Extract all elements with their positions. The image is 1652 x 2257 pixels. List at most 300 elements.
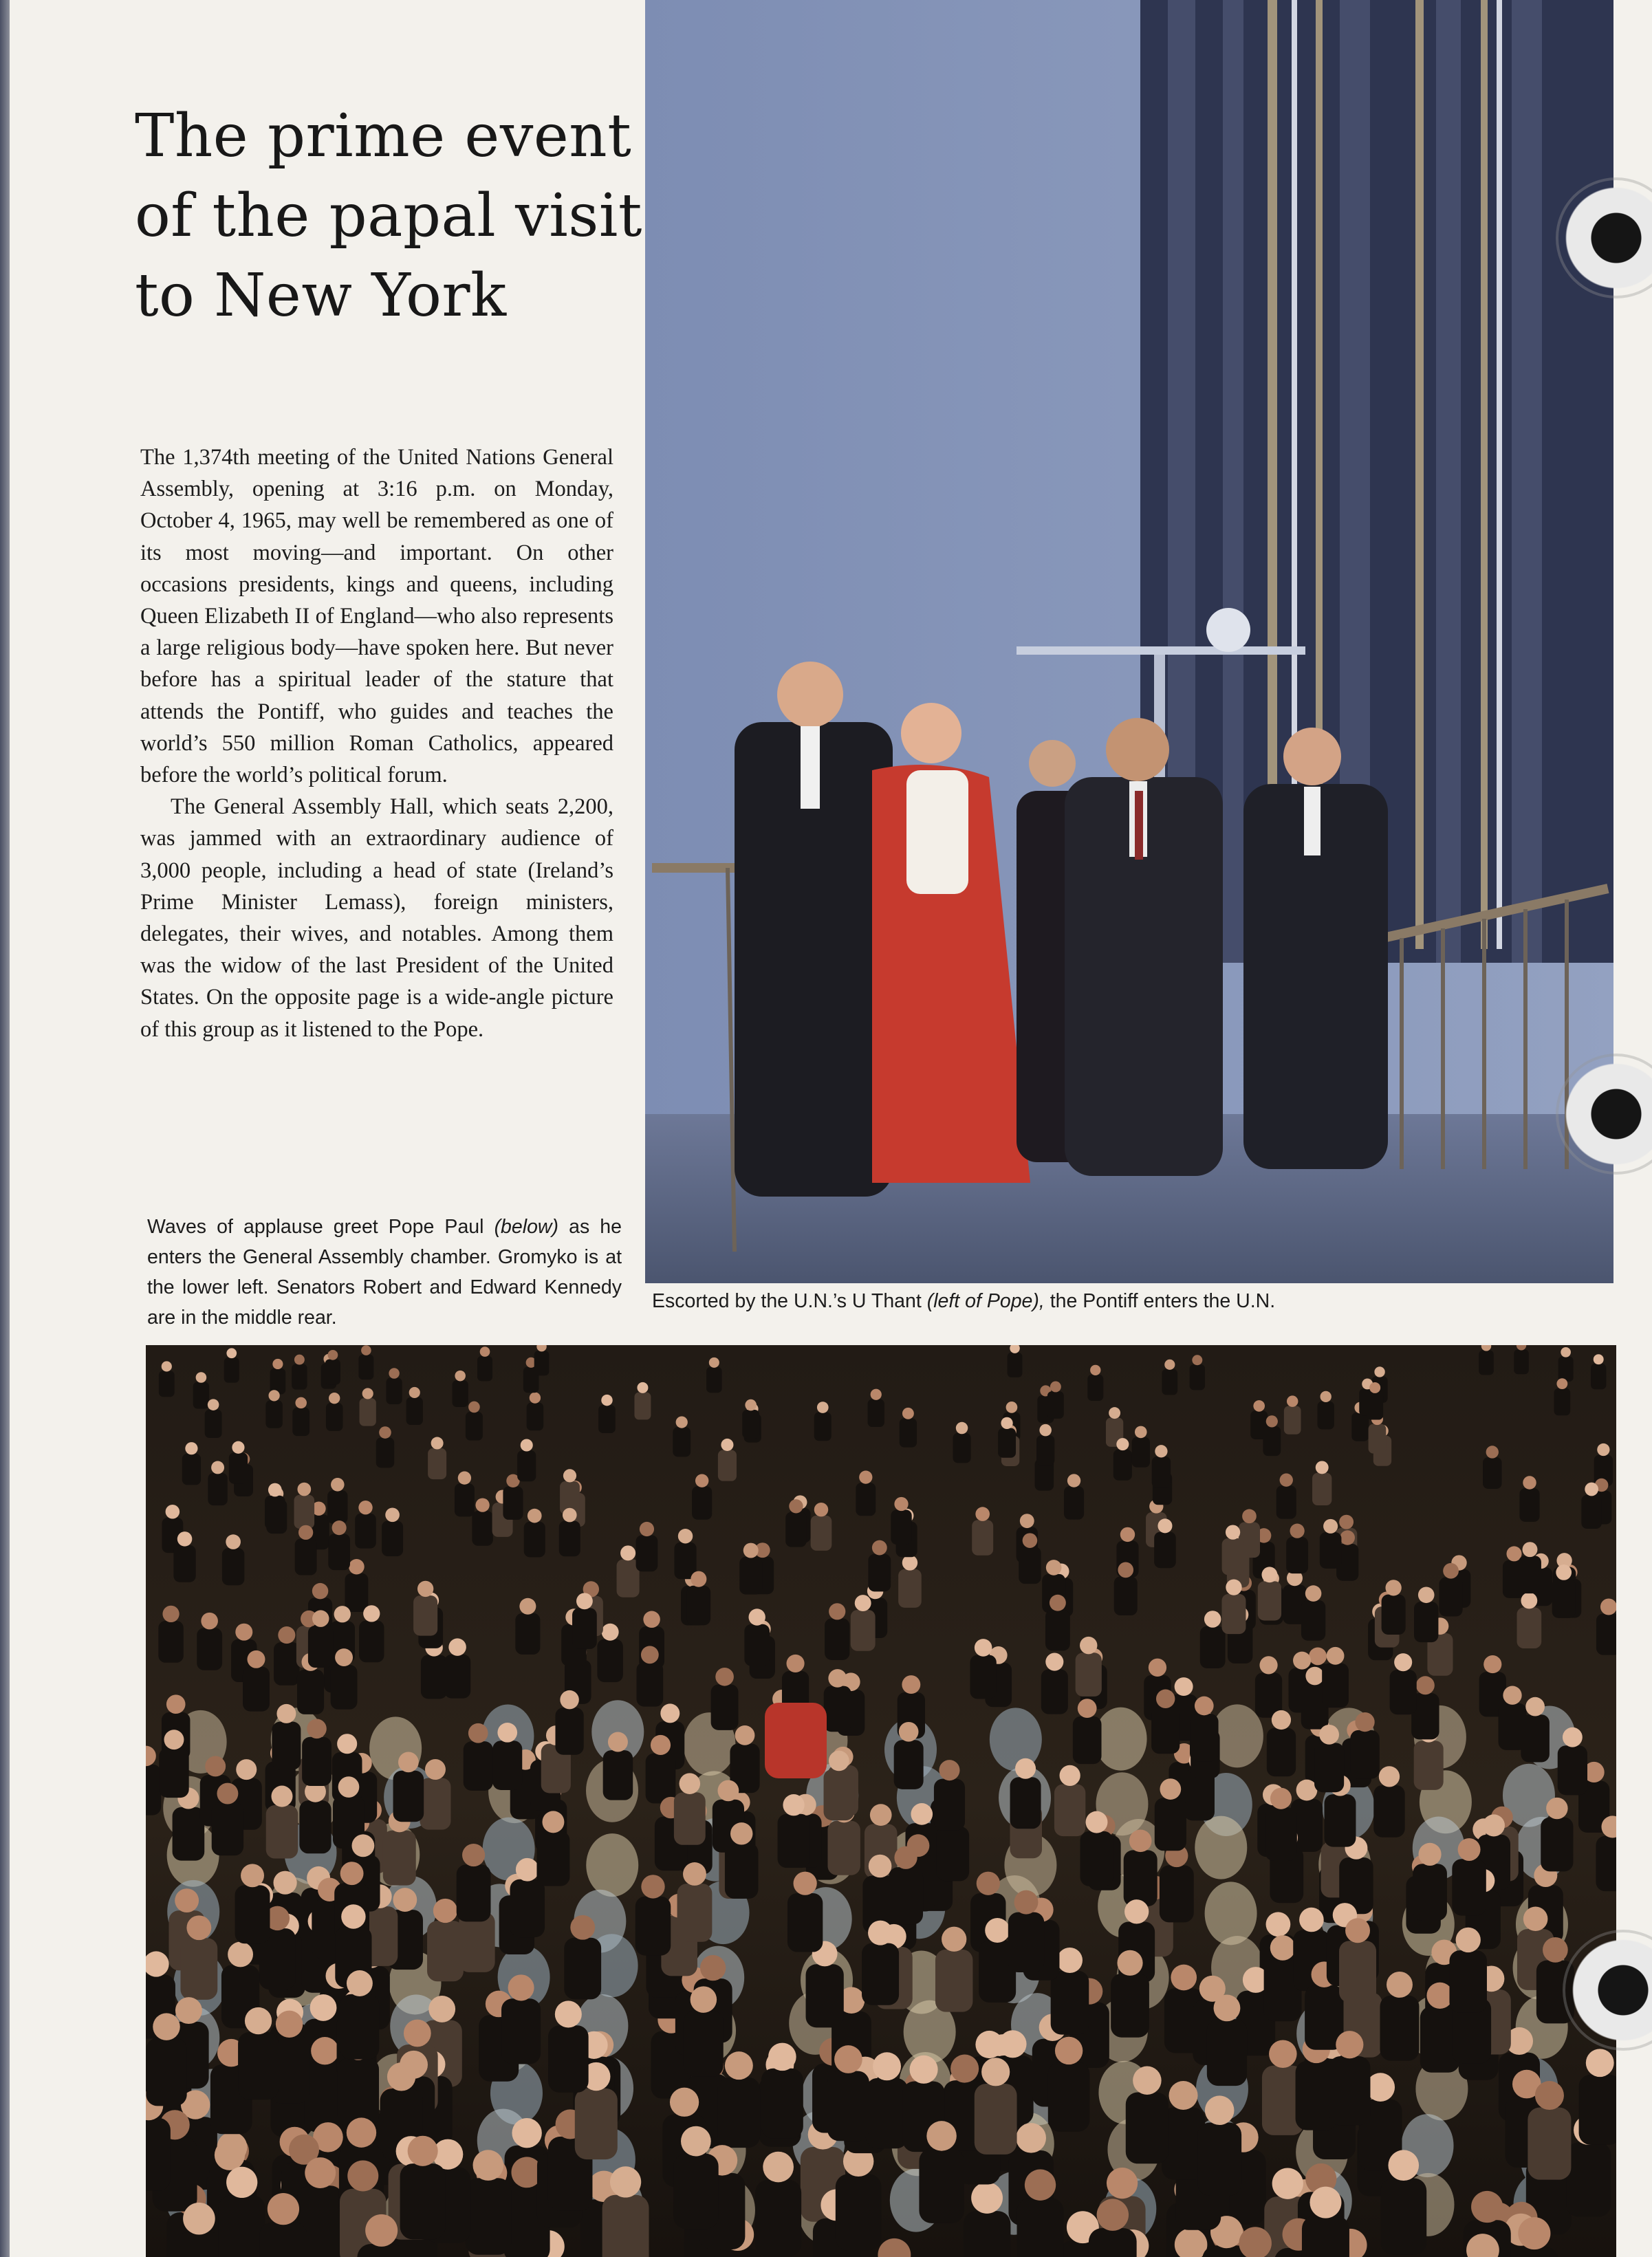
figure-head bbox=[363, 1605, 380, 1622]
figure-head bbox=[902, 1555, 917, 1570]
paragraph-2: The General Assembly Hall, which seats 2,200, was jammed with an extraordinary audience of 3,000 people, including a head of state (Ireland’s Prime Minister Lemass), foreign ministers, delegates, their wives, and notables. Among them was the widow of the last President of the United States. On the opposite page is a wide-angle picture of this group as it listened to the Pope. bbox=[140, 794, 613, 1042]
figure-body bbox=[1339, 1941, 1376, 2003]
figure-body bbox=[1390, 1670, 1417, 1714]
figure-head bbox=[1006, 1402, 1018, 1413]
figure-head bbox=[975, 1507, 990, 1521]
figure-head bbox=[1078, 1699, 1097, 1718]
figure-head bbox=[1050, 1595, 1066, 1611]
figure-head bbox=[829, 1603, 845, 1620]
figure-body bbox=[274, 1642, 300, 1686]
figure-body bbox=[1317, 1402, 1334, 1430]
figure-head bbox=[468, 1402, 480, 1413]
figure-head bbox=[640, 1522, 654, 1536]
figure-body bbox=[1064, 1486, 1084, 1519]
figure-body bbox=[222, 1548, 244, 1585]
figure-body bbox=[1019, 1547, 1041, 1584]
figure-body bbox=[197, 1628, 222, 1670]
figure-body bbox=[1051, 1971, 1089, 2035]
figure-head bbox=[268, 2193, 299, 2225]
figure-body bbox=[472, 1511, 492, 1546]
figure-head bbox=[1242, 1509, 1257, 1523]
figure-head bbox=[608, 1732, 628, 1752]
headline bbox=[135, 96, 642, 336]
figure-body bbox=[208, 1473, 227, 1505]
figure-head bbox=[1309, 1647, 1327, 1665]
caption-text: Escorted by the U.N.’s U Thant bbox=[652, 1290, 927, 1312]
figure-body bbox=[1054, 1784, 1085, 1836]
figure-body bbox=[1351, 1413, 1369, 1441]
figure-body bbox=[1312, 1473, 1332, 1505]
figure-head bbox=[1060, 1765, 1080, 1786]
figure-body bbox=[785, 1512, 807, 1547]
figure-head bbox=[676, 1416, 688, 1428]
figure-body bbox=[1382, 1595, 1406, 1635]
figure-body bbox=[1154, 1532, 1176, 1569]
figure-head bbox=[428, 1996, 455, 2022]
figure-head bbox=[1156, 1690, 1175, 1708]
figure-body bbox=[1197, 2122, 1241, 2195]
figure-head bbox=[743, 1543, 759, 1558]
figure-body bbox=[646, 1754, 676, 1804]
figure-head bbox=[228, 1942, 253, 1967]
figure-head bbox=[620, 1545, 635, 1560]
figure-body bbox=[824, 1769, 855, 1820]
figure-body bbox=[1190, 1364, 1205, 1390]
figure-body bbox=[1591, 1364, 1606, 1389]
figure-head bbox=[1456, 1928, 1481, 1952]
figure-body bbox=[534, 1351, 550, 1375]
figure-body bbox=[564, 1938, 601, 2000]
figure-head bbox=[1269, 2040, 1297, 2068]
figure-body bbox=[527, 1402, 544, 1430]
figure-body bbox=[778, 1814, 810, 1868]
figure-body bbox=[1126, 2093, 1169, 2164]
figure-body bbox=[345, 1573, 368, 1612]
figure-head bbox=[455, 1371, 466, 1382]
figure-head bbox=[1387, 1972, 1413, 1998]
headline-line-1: The prime event bbox=[135, 102, 632, 171]
figure-body bbox=[444, 1655, 470, 1699]
figure-body bbox=[1479, 1350, 1494, 1375]
figure-head bbox=[208, 1399, 219, 1410]
caption-italic: (left of Pope), bbox=[926, 1290, 1045, 1312]
figure-head bbox=[910, 2056, 938, 2084]
figure-head bbox=[1046, 1560, 1062, 1575]
figure-body bbox=[1369, 1424, 1387, 1454]
figure-body bbox=[953, 1433, 970, 1463]
figure-head bbox=[1327, 1647, 1345, 1665]
figure-head bbox=[1270, 1935, 1296, 1961]
figure-head bbox=[310, 1994, 337, 2021]
figure-head bbox=[341, 1904, 365, 1928]
figure-body bbox=[466, 1412, 483, 1441]
figure-head bbox=[1394, 1653, 1412, 1671]
figure-head bbox=[1195, 1697, 1214, 1716]
figure-head bbox=[902, 1408, 914, 1419]
figure-head bbox=[1086, 1811, 1108, 1833]
figure-head bbox=[975, 1639, 992, 1657]
figure-head bbox=[783, 1794, 804, 1816]
figure-body bbox=[1514, 1349, 1529, 1374]
figure-body bbox=[972, 1520, 993, 1556]
figure-body bbox=[465, 2178, 511, 2255]
figure-head bbox=[1483, 1814, 1505, 1836]
figure-head bbox=[1214, 1994, 1241, 2021]
figure-head bbox=[379, 1426, 391, 1439]
figure-head bbox=[480, 1346, 490, 1357]
figure-body bbox=[455, 1483, 475, 1516]
figure-body bbox=[687, 1586, 711, 1626]
figure-head bbox=[425, 1759, 446, 1780]
figure-body bbox=[970, 1655, 996, 1699]
figure-head bbox=[868, 1921, 893, 1945]
figure-body bbox=[1483, 1457, 1502, 1489]
figure-body bbox=[742, 1410, 759, 1439]
figure-body bbox=[292, 1408, 309, 1436]
figure-body bbox=[387, 1377, 402, 1404]
figure-body bbox=[1320, 1532, 1342, 1569]
figure-body bbox=[1367, 1393, 1383, 1420]
figure-head bbox=[332, 1520, 347, 1535]
figure-body bbox=[706, 1367, 722, 1393]
caption-text: Waves of applause greet Pope Paul bbox=[147, 1216, 494, 1238]
figure-head bbox=[521, 1439, 533, 1451]
figure-body bbox=[1325, 1794, 1356, 1847]
figure-body bbox=[635, 1897, 671, 1956]
figure-head bbox=[542, 1811, 564, 1833]
figure-body bbox=[1010, 1777, 1041, 1829]
figure-body bbox=[891, 1509, 911, 1545]
figure-head bbox=[725, 2051, 753, 2080]
figure-body bbox=[1124, 1850, 1158, 1906]
figure-head bbox=[361, 1345, 371, 1355]
figure-body bbox=[1155, 1798, 1186, 1851]
figure-head bbox=[1175, 1677, 1193, 1696]
figure-body bbox=[1517, 1607, 1541, 1648]
figure-head bbox=[1259, 1656, 1277, 1674]
figure-head bbox=[295, 1397, 307, 1409]
figure-head bbox=[241, 1864, 264, 1887]
figure-body bbox=[761, 2069, 803, 2139]
figure-head bbox=[1118, 1562, 1133, 1578]
figure-body bbox=[1554, 1388, 1570, 1416]
figure-body bbox=[173, 1545, 195, 1582]
figure-head bbox=[1597, 1443, 1609, 1456]
figure-head bbox=[1107, 2168, 1138, 2199]
figure-head bbox=[985, 1918, 1010, 1943]
figure-head bbox=[570, 1915, 595, 1940]
figure-body bbox=[1200, 1626, 1226, 1668]
figure-body bbox=[1373, 1785, 1404, 1838]
figure-body bbox=[360, 1398, 376, 1426]
figure-head bbox=[1169, 2081, 1198, 2110]
figure-head bbox=[1270, 1788, 1292, 1809]
figure-head bbox=[211, 1461, 224, 1474]
figure-head bbox=[637, 1382, 648, 1393]
figure-body bbox=[919, 2148, 964, 2223]
figure-body bbox=[299, 1800, 331, 1853]
figure-head bbox=[349, 1559, 365, 1575]
figure-head bbox=[164, 1730, 184, 1749]
figure-body bbox=[1265, 1807, 1297, 1861]
figure-head bbox=[1023, 1533, 1038, 1548]
figure-body bbox=[182, 1454, 201, 1485]
figure-head bbox=[939, 1760, 959, 1780]
figure-head bbox=[829, 1751, 849, 1771]
figure-head bbox=[468, 1723, 488, 1743]
figure-head bbox=[1057, 1948, 1083, 1973]
figure-body bbox=[383, 1831, 416, 1886]
figure-body bbox=[1089, 2228, 1137, 2257]
figure-head bbox=[1366, 2073, 1395, 2102]
figure-head bbox=[1316, 1461, 1329, 1474]
figure-body bbox=[1596, 1613, 1616, 1655]
figure-head bbox=[512, 2118, 541, 2148]
figure-head bbox=[276, 1704, 296, 1723]
figure-body bbox=[224, 1358, 239, 1383]
figure-head bbox=[166, 1505, 180, 1519]
photo-pope-entering-un bbox=[645, 0, 1613, 1283]
figure-head bbox=[859, 1470, 872, 1483]
figure-head bbox=[516, 1858, 539, 1882]
figure-head bbox=[651, 1735, 671, 1755]
figure-body bbox=[677, 1884, 713, 1942]
headline-line-3: to New York bbox=[135, 261, 507, 330]
figure-head bbox=[602, 1624, 619, 1641]
figure-head bbox=[398, 1752, 419, 1773]
figure-head bbox=[1525, 1697, 1545, 1716]
figure-head bbox=[1418, 1843, 1441, 1866]
figure-head bbox=[981, 2058, 1010, 2086]
figure-head bbox=[1374, 1366, 1384, 1377]
figure-body bbox=[376, 1437, 394, 1468]
figure-head bbox=[205, 1756, 226, 1776]
figure-body bbox=[787, 1893, 823, 1952]
figure-body bbox=[235, 1885, 270, 1943]
figure-body bbox=[427, 1921, 464, 1981]
figure-head bbox=[1385, 1580, 1401, 1595]
figure-head bbox=[786, 1655, 804, 1672]
figure-body bbox=[827, 2071, 869, 2141]
figure-head bbox=[1336, 2031, 1363, 2058]
figure-body bbox=[1160, 1865, 1194, 1922]
figure-body bbox=[1521, 1714, 1550, 1762]
figure-body bbox=[327, 1490, 347, 1524]
figure-body bbox=[243, 1667, 270, 1712]
figure-body bbox=[1329, 2056, 1370, 2125]
figure-head bbox=[1556, 1564, 1572, 1580]
figure-body bbox=[297, 1670, 324, 1714]
figure-head bbox=[1129, 1829, 1152, 1852]
paragraph-1: The 1,374th meeting of the United Nations General Assembly, opening at 3:16 p.m. on Monday, October 4, 1965, may well be remembered as one of its most moving—and important. On other occasions presidents, kings and queens, including Queen Elizabeth II of England—who also represents a large religious body—have spoken here. But never before has a spiritual leader of the stature that attends the Pontiff, who guides and teaches the world’s 550 million Roman Catholics, appeared before the world’s political forum. bbox=[140, 445, 613, 788]
figure-head bbox=[186, 1915, 211, 1940]
figure-body bbox=[936, 1827, 969, 1881]
figure-body bbox=[1284, 1406, 1301, 1435]
figure-head bbox=[185, 1442, 197, 1454]
figure-head bbox=[347, 2117, 376, 2147]
figure-head bbox=[1305, 1585, 1322, 1602]
figure-body bbox=[1528, 2108, 1571, 2180]
figure-body bbox=[1276, 1485, 1296, 1518]
figure-body bbox=[827, 1821, 860, 1875]
figure-head bbox=[894, 1846, 917, 1869]
figure-head bbox=[1117, 1950, 1142, 1976]
figure-body bbox=[559, 1521, 580, 1557]
figure-head bbox=[1518, 2217, 1550, 2249]
figure-head bbox=[1546, 1798, 1567, 1819]
figure-head bbox=[1305, 1667, 1324, 1686]
figure-head bbox=[458, 1471, 471, 1484]
figure-head bbox=[1133, 2067, 1161, 2095]
figure-body bbox=[328, 1534, 350, 1570]
figure-head bbox=[272, 1359, 283, 1369]
seat-shape bbox=[990, 1708, 1042, 1771]
figure-body bbox=[673, 2154, 719, 2229]
figure-body bbox=[393, 1771, 424, 1822]
figure-body bbox=[1036, 1435, 1054, 1465]
figure-head bbox=[530, 1392, 541, 1403]
figure-head bbox=[1055, 2037, 1083, 2064]
figure-head bbox=[508, 1974, 534, 2000]
figure-head bbox=[166, 1694, 186, 1714]
figure-body bbox=[598, 1405, 616, 1433]
figure-head bbox=[385, 1507, 400, 1522]
figure-head bbox=[870, 1804, 892, 1826]
figure-body bbox=[295, 1538, 317, 1575]
figure-head bbox=[528, 1509, 542, 1523]
figure-head bbox=[975, 2031, 1003, 2058]
figure-head bbox=[298, 1525, 313, 1540]
figure-head bbox=[1458, 1838, 1481, 1861]
figure-head bbox=[691, 1571, 706, 1587]
figure-head bbox=[1523, 1476, 1536, 1489]
figure-head bbox=[433, 1899, 457, 1923]
figure-head bbox=[393, 1888, 417, 1912]
figure-head bbox=[1155, 1445, 1167, 1457]
figure-head bbox=[730, 1822, 752, 1844]
figure-body bbox=[1008, 1912, 1044, 1972]
figure-head bbox=[347, 1970, 373, 1996]
figure-body bbox=[517, 1450, 536, 1481]
figure-head bbox=[408, 2136, 438, 2166]
figure-head bbox=[328, 1350, 338, 1360]
figure-head bbox=[1090, 1365, 1100, 1375]
figure-body bbox=[265, 1400, 282, 1428]
figure-head bbox=[232, 1441, 244, 1454]
caption-italic: (below) bbox=[494, 1216, 559, 1238]
figure-head bbox=[763, 2152, 794, 2183]
figure-head bbox=[1594, 1354, 1604, 1364]
figure-head bbox=[236, 1759, 257, 1780]
pope-figure bbox=[765, 1703, 827, 1778]
figure-body bbox=[205, 1410, 222, 1438]
figure-head bbox=[1272, 1710, 1291, 1730]
figure-body bbox=[229, 1452, 248, 1483]
figure-body bbox=[536, 1831, 569, 1886]
figure-body bbox=[302, 1737, 332, 1786]
figure-head bbox=[245, 2007, 272, 2034]
figure-body bbox=[406, 1397, 423, 1425]
figure-body bbox=[1380, 2178, 1426, 2255]
figure-head bbox=[177, 1531, 193, 1547]
figure-head bbox=[721, 1439, 733, 1451]
figure-head bbox=[1521, 1593, 1537, 1609]
figure-head bbox=[1323, 1519, 1338, 1534]
figure-body bbox=[159, 1371, 175, 1397]
figure-head bbox=[1014, 1890, 1039, 1915]
figure-head bbox=[1001, 1417, 1012, 1429]
figure-head bbox=[814, 1503, 828, 1516]
figure-head bbox=[1319, 1725, 1339, 1745]
figure-head bbox=[1585, 1483, 1598, 1496]
figure-head bbox=[735, 1725, 755, 1745]
figure-head bbox=[1016, 2123, 1046, 2153]
figure-body bbox=[358, 1355, 373, 1380]
figure-head bbox=[162, 1361, 172, 1371]
headline-line-2: of the papal visit bbox=[135, 182, 642, 250]
figure-head bbox=[817, 1402, 829, 1413]
figure-body bbox=[413, 1595, 437, 1635]
figure-head bbox=[335, 1648, 353, 1666]
figure-body bbox=[975, 2084, 1017, 2155]
figure-body bbox=[1111, 1974, 1149, 2038]
figure-body bbox=[898, 1569, 922, 1608]
figure-head bbox=[563, 1469, 576, 1482]
figure-head bbox=[1135, 1426, 1147, 1439]
figure-head bbox=[1080, 1637, 1097, 1654]
figure-head bbox=[305, 2157, 336, 2188]
figure-head bbox=[709, 1358, 719, 1368]
figure-head bbox=[340, 1862, 364, 1885]
figure-body bbox=[1221, 1594, 1246, 1634]
figure-head bbox=[475, 1498, 489, 1512]
figure-head bbox=[950, 2055, 979, 2083]
figure-body bbox=[824, 1686, 851, 1732]
figure-body bbox=[964, 2211, 1011, 2257]
figure-head bbox=[276, 2011, 303, 2038]
figure-head bbox=[271, 1786, 292, 1807]
figure-head bbox=[297, 1483, 311, 1496]
figure-body bbox=[851, 1610, 876, 1651]
figure-body bbox=[811, 1516, 832, 1551]
figure-head bbox=[1067, 1474, 1080, 1487]
figure-body bbox=[1132, 1437, 1150, 1468]
figure-body bbox=[900, 1418, 917, 1447]
figure-body bbox=[1286, 1537, 1308, 1573]
figure-head bbox=[1556, 1378, 1567, 1389]
figure-head bbox=[1124, 1899, 1149, 1923]
figure-head bbox=[977, 1872, 1000, 1895]
figure-head bbox=[153, 2013, 180, 2040]
seat-shape bbox=[1195, 1816, 1247, 1879]
figure-head bbox=[871, 1389, 882, 1400]
figure-body bbox=[1414, 1741, 1444, 1790]
figure-head bbox=[660, 1703, 680, 1723]
figure-head bbox=[1204, 1611, 1221, 1627]
figure-head bbox=[1523, 1906, 1548, 1931]
caption-bottom-photo bbox=[147, 1212, 622, 1333]
figure-body bbox=[1452, 1859, 1486, 1915]
figure-body bbox=[755, 2180, 801, 2257]
figure-body bbox=[806, 1964, 844, 2027]
caption-text: the Pontiff enters the U.N. bbox=[1044, 1290, 1276, 1312]
figure-body bbox=[421, 1655, 447, 1699]
figure-body bbox=[453, 1380, 468, 1407]
figure-body bbox=[501, 1998, 541, 2064]
figure-head bbox=[794, 1872, 817, 1895]
figure-body bbox=[1073, 1716, 1102, 1764]
figure-head bbox=[555, 2000, 582, 2027]
